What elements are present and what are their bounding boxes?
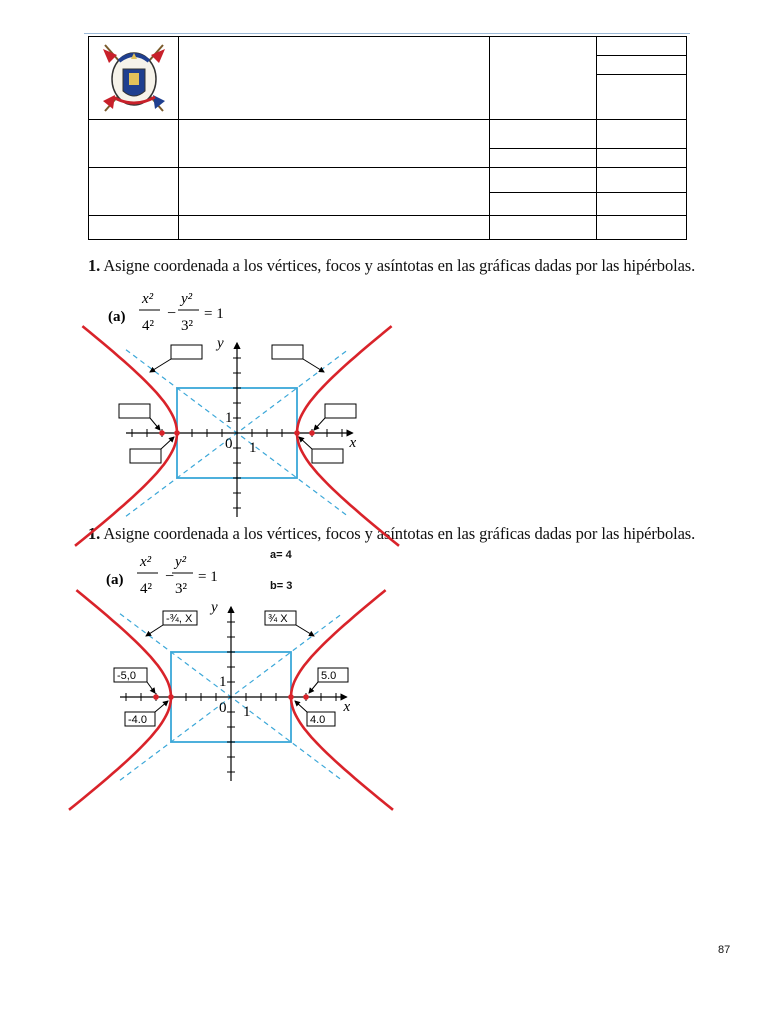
- asymptote-left-label-arrow: [150, 359, 171, 372]
- x-axis-label: x: [343, 699, 351, 715]
- y-numerator: y²: [175, 554, 187, 570]
- x-denominator: 4²: [142, 318, 154, 334]
- y-axis-label: y: [217, 335, 224, 352]
- minus-sign: −: [165, 568, 175, 585]
- vertex-right-label-text: 4.0: [310, 714, 326, 726]
- vertex-left-label-text: -4.0: [128, 714, 147, 726]
- y-one-label: 1: [219, 674, 227, 690]
- hyperbola-figure-1: [75, 326, 399, 546]
- focus-right-label-arrow: [314, 418, 325, 430]
- vertex-right-label-box: [312, 449, 343, 463]
- vertex-point: [288, 694, 294, 700]
- asymptote-left-label-arrow: [146, 625, 163, 636]
- x-one-label: 1: [249, 440, 257, 456]
- asymptote-right-label-arrow: [303, 359, 324, 372]
- vertex-point: [174, 430, 180, 436]
- note-a: a= 4: [270, 549, 292, 561]
- focus-right-label-box: [325, 404, 356, 418]
- equation-1: [108, 291, 224, 334]
- part-label: (a): [106, 572, 124, 588]
- y-numerator: y²: [181, 291, 193, 307]
- origin-label: 0: [225, 436, 233, 452]
- focus-left-label-text: -5,0: [117, 670, 136, 682]
- equals-one: = 1: [198, 569, 218, 585]
- x-denominator: 4²: [140, 581, 152, 597]
- equation-2: [106, 554, 218, 597]
- focus-left-label-arrow: [147, 682, 155, 693]
- focus-point: [153, 694, 159, 700]
- vertex-left-label-arrow: [161, 437, 174, 449]
- part-label: (a): [108, 309, 126, 325]
- asymptote-right-label-text: ¾ X: [268, 613, 288, 625]
- vertex-left-label-box: [130, 449, 161, 463]
- y-denominator: 3²: [181, 318, 193, 334]
- vertex-right-label-arrow: [295, 701, 307, 712]
- asymptote-right-label-box: [272, 345, 303, 359]
- focus-point: [309, 430, 315, 436]
- focus-point: [303, 694, 309, 700]
- x-numerator: x²: [140, 554, 152, 570]
- focus-left-label-box: [119, 404, 150, 418]
- asymptote-left-label-box: [171, 345, 202, 359]
- x-one-label: 1: [243, 704, 251, 720]
- page-number: 87: [718, 944, 731, 956]
- y-axis-label: y: [211, 599, 218, 616]
- vertex-left-label-arrow: [155, 701, 168, 712]
- problem-number: 1.: [88, 256, 101, 275]
- focus-right-label-text: 5.0: [321, 670, 337, 682]
- x-numerator: x²: [142, 291, 154, 307]
- problem-number: 1.: [88, 524, 101, 543]
- asymptote-right-label-arrow: [296, 625, 314, 636]
- focus-right-label-arrow: [309, 682, 318, 693]
- note-b: b= 3: [270, 580, 293, 592]
- equals-one: = 1: [204, 306, 224, 322]
- minus-sign: −: [167, 305, 177, 322]
- asymptote-left-label-text: -¾, X: [166, 613, 193, 625]
- vertex-point: [168, 694, 174, 700]
- vertex-point: [294, 430, 300, 436]
- hyperbola-figure-2: [69, 590, 393, 810]
- x-axis-label: x: [349, 435, 357, 451]
- y-one-label: 1: [225, 410, 233, 426]
- problem-text: Asigne coordenada a los vértices, focos y asíntotas en las gráficas dadas por las hipérbolas.: [103, 524, 696, 543]
- problem-text: Asigne coordenada a los vértices, focos y asíntotas en las gráficas dadas por las hipérbolas.: [103, 256, 696, 275]
- y-denominator: 3²: [175, 581, 187, 597]
- focus-left-label-arrow: [150, 418, 160, 430]
- focus-point: [159, 430, 165, 436]
- origin-label: 0: [219, 700, 227, 716]
